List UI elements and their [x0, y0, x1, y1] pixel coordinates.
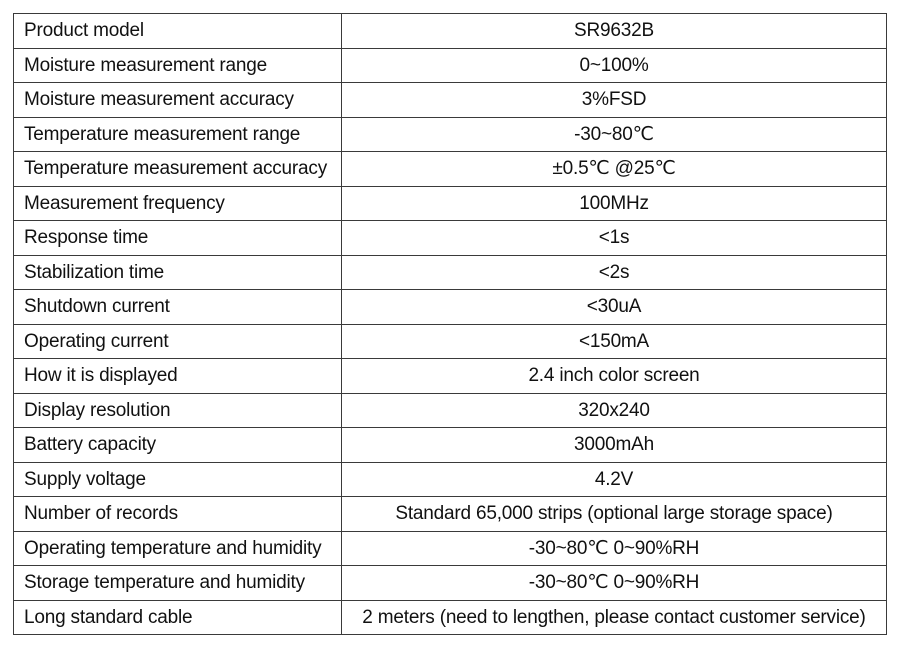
table-row: [14, 359, 887, 394]
spec-value-cell: 100MHz: [342, 186, 887, 221]
table-row: [14, 497, 887, 532]
spec-value-cell: 2 meters (need to lengthen, please contact customer service): [342, 600, 887, 635]
spec-value-cell: -30~80℃ 0~90%RH: [342, 566, 887, 601]
spec-value-cell: -30~80℃: [342, 117, 887, 152]
table-row: [14, 48, 887, 83]
spec-param-cell: Battery capacity: [14, 428, 342, 463]
table-row: [14, 531, 887, 566]
spec-param-cell: Supply voltage: [14, 462, 342, 497]
table-row: [14, 14, 887, 49]
table-row: [14, 566, 887, 601]
table-row: [14, 221, 887, 256]
spec-value-cell: SR9632B: [342, 14, 887, 49]
spec-value-cell: ±0.5℃ @25℃: [342, 152, 887, 187]
spec-value-cell: Standard 65,000 strips (optional large storage space): [342, 497, 887, 532]
spec-value-cell: 3000mAh: [342, 428, 887, 463]
spec-param-cell: Response time: [14, 221, 342, 256]
table-row: [14, 152, 887, 187]
spec-param-cell: How it is displayed: [14, 359, 342, 394]
table-row: [14, 600, 887, 635]
table-row: [14, 462, 887, 497]
spec-param-cell: Moisture measurement range: [14, 48, 342, 83]
table-row: [14, 290, 887, 325]
spec-value-cell: 0~100%: [342, 48, 887, 83]
spec-param-cell: Moisture measurement accuracy: [14, 83, 342, 118]
spec-param-cell: Temperature measurement range: [14, 117, 342, 152]
spec-param-cell: Stabilization time: [14, 255, 342, 290]
table-row: [14, 393, 887, 428]
spec-value-cell: <150mA: [342, 324, 887, 359]
spec-value-cell: <30uA: [342, 290, 887, 325]
table-row: [14, 117, 887, 152]
spec-value-cell: 2.4 inch color screen: [342, 359, 887, 394]
spec-table-body: [14, 14, 887, 635]
spec-value-cell: <2s: [342, 255, 887, 290]
table-row: [14, 186, 887, 221]
spec-param-cell: Operating current: [14, 324, 342, 359]
spec-value-cell: 4.2V: [342, 462, 887, 497]
spec-param-cell: Operating temperature and humidity: [14, 531, 342, 566]
table-row: [14, 428, 887, 463]
spec-value-cell: <1s: [342, 221, 887, 256]
spec-value-cell: 3%FSD: [342, 83, 887, 118]
spec-param-cell: Temperature measurement accuracy: [14, 152, 342, 187]
spec-param-cell: Number of records: [14, 497, 342, 532]
spec-value-cell: -30~80℃ 0~90%RH: [342, 531, 887, 566]
spec-param-cell: Shutdown current: [14, 290, 342, 325]
spec-value-cell: 320x240: [342, 393, 887, 428]
spec-param-cell: Long standard cable: [14, 600, 342, 635]
spec-param-cell: Measurement frequency: [14, 186, 342, 221]
spec-param-cell: Product model: [14, 14, 342, 49]
spec-param-cell: Display resolution: [14, 393, 342, 428]
table-row: [14, 324, 887, 359]
table-row: [14, 83, 887, 118]
spec-table: [13, 13, 887, 635]
table-row: [14, 255, 887, 290]
spec-param-cell: Storage temperature and humidity: [14, 566, 342, 601]
